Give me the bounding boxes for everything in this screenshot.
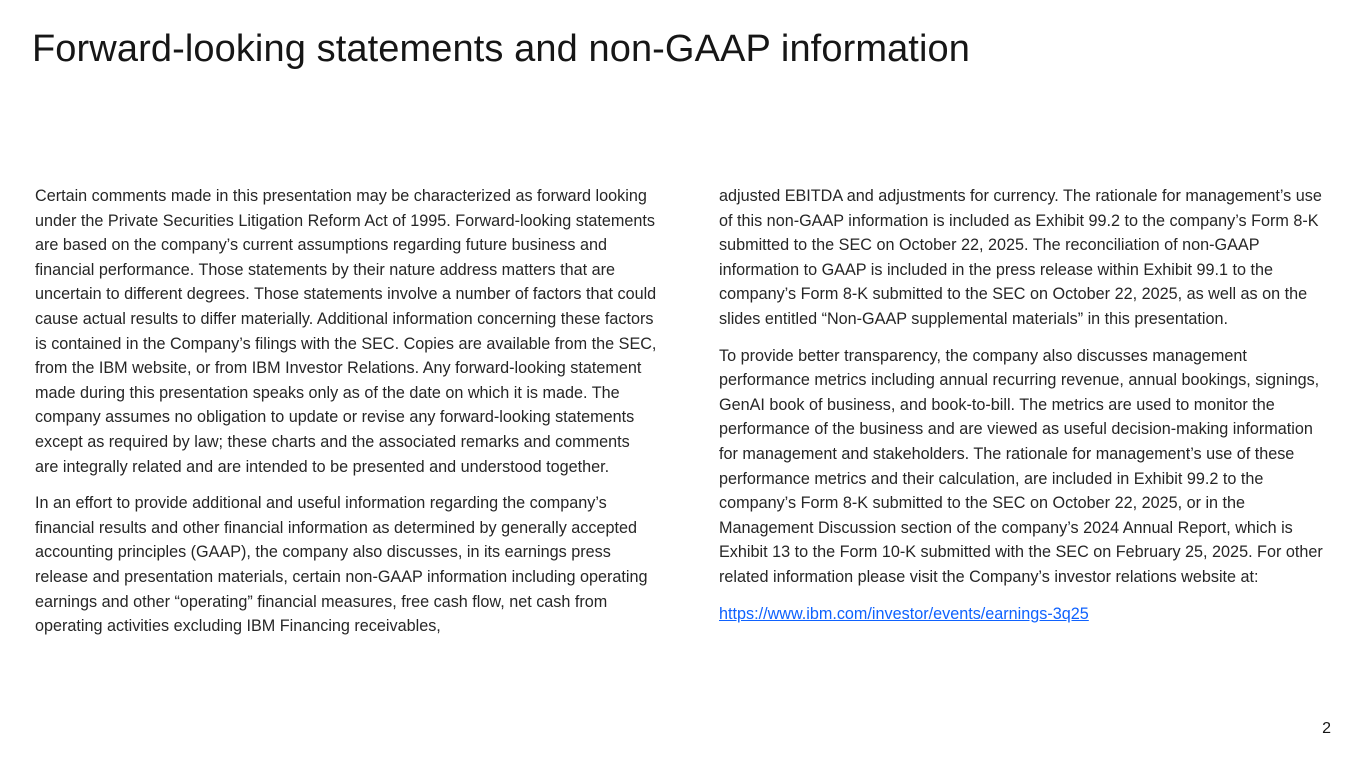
non-gaap-continued-paragraph: adjusted EBITDA and adjustments for currency. The rationale for management’s use of this non-GAAP information is included as Exhibit 99.2 to the company’s Form 8-K submitted to the SEC on October 22, 2025. The reconciliation of non-GAAP information to GAAP is included in the press release within Exhibit 99.1 to the company’s Form 8-K submitted to the SEC on October 22, 2025, as well as on the slides entitled “Non-GAAP supplemental materials” in this presentation.	[719, 187, 1322, 328]
forward-looking-paragraph: Certain comments made in this presentation may be characterized as forward looking under the Private Securities Litigation Reform Act of 1995. Forward-looking statements are based on the company’s current assumptions regarding future business and financial performance. Those statements by their nature address matters that are uncertain to different degrees. Those statements involve a number of factors that could cause actual results to differ materially. Additional information concerning these factors is contained in the Company’s filings with the SEC. Copies are available from the SEC, from the IBM website, or from IBM Investor Relations. Any forward-looking statement made during this presentation speaks only as of the date on which it is made. The company assumes no obligation to update or revise any forward-looking statements except as required by law; these charts and the associated remarks and comments are integrally related and are intended to be presented and understood together.	[35, 187, 657, 476]
right-text-column	[719, 184, 1331, 638]
slide-title: Forward-looking statements and non-GAAP information	[32, 28, 970, 70]
page-number: 2	[1322, 720, 1331, 737]
performance-metrics-paragraph: To provide better transparency, the company also discusses management performance metrics including annual recurring revenue, annual bookings, signings, GenAI book of business, and book-to-bill. The metrics are used to monitor the performance of the business and are viewed as useful decision-making information for management and stakeholders. The rationale for management’s use of these performance metrics and their calculation, are included in Exhibit 99.2 to the company’s Form 8-K submitted to the SEC on October 22, 2025, or in the Management Discussion section of the company’s 2024 Annual Report, which is Exhibit 13 to the Form 10-K submitted with the SEC on February 25, 2025. For other related information please visit the Company’s investor relations website at:	[719, 346, 1323, 586]
left-text-column	[35, 184, 657, 651]
non-gaap-paragraph: In an effort to provide additional and useful information regarding the company’s financial results and other financial information as determined by generally accepted accounting principles (GAAP), the company also discusses, in its earnings press release and presentation materials, certain non-GAAP information including operating earnings and other “operating” financial measures, free cash flow, net cash from operating activities excluding IBM Financing receivables,	[35, 494, 648, 636]
investor-relations-link[interactable]: https://www.ibm.com/investor/events/earnings-3q25	[719, 604, 1089, 623]
investor-link-paragraph	[719, 602, 1331, 627]
